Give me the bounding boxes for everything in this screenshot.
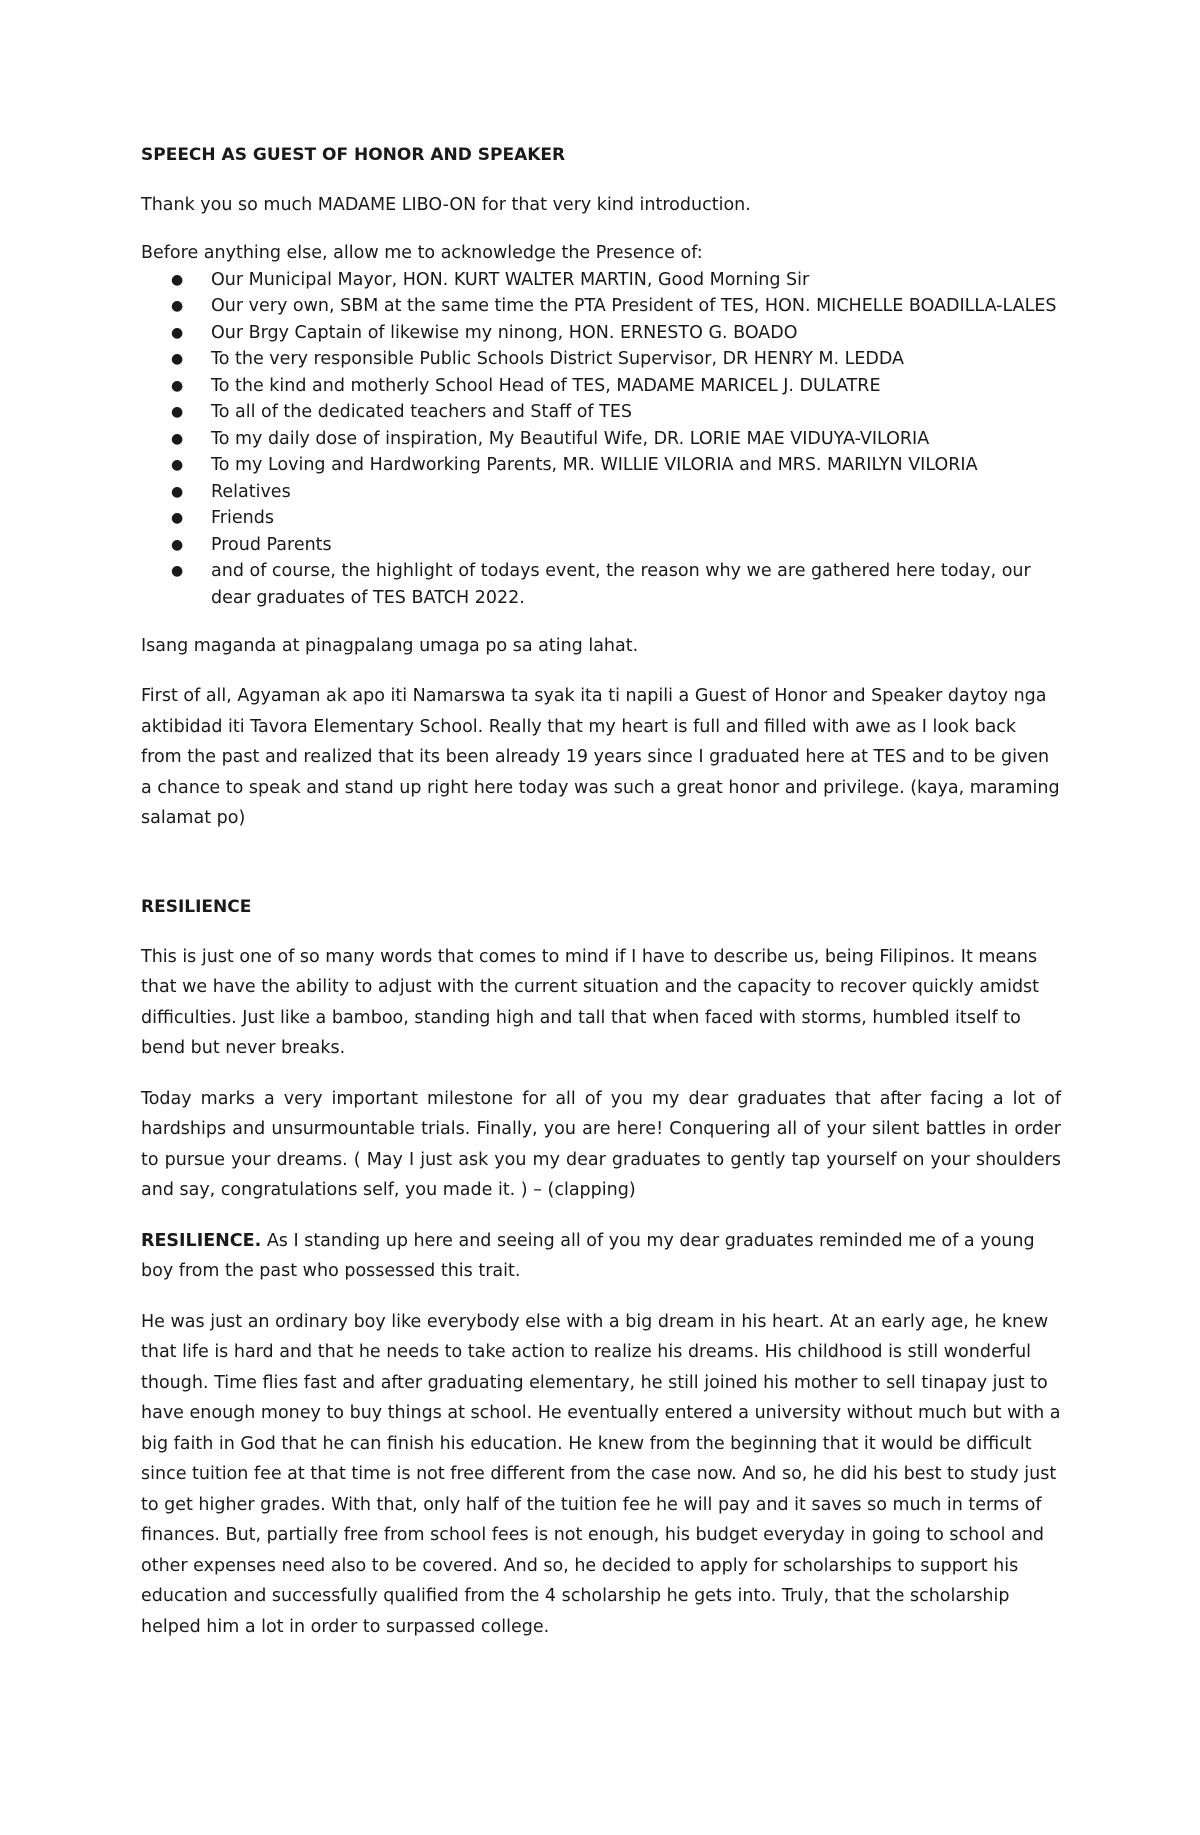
- list-item: ● To all of the dedicated teachers and Staff of TES: [141, 399, 1061, 426]
- bullet-icon: ●: [171, 298, 184, 314]
- section-heading-resilience: RESILIENCE: [141, 896, 252, 917]
- list-item: ● To my Loving and Hardworking Parents, MR. WILLIE VILORIA and MRS. MARILYN VILORIA: [141, 452, 1061, 479]
- bullet-icon: ●: [171, 430, 184, 447]
- list-item: ● Our Brgy Captain of likewise my ninong, HON. ERNESTO G. BOADO: [141, 320, 1061, 347]
- bullet-icon: ●: [171, 563, 184, 579]
- greeting-line: Isang maganda at pinagpalang umaga po sa ating lahat.: [141, 636, 639, 656]
- bullet-icon: ●: [171, 510, 184, 526]
- inline-heading-resilience: RESILIENCE.: [141, 1230, 262, 1251]
- list-item: ● To the very responsible Public Schools District Supervisor, DR HENRY M. LEDDA: [141, 346, 1061, 373]
- resilience-paragraph-3-text: As I standing up here and seeing all of you my dear graduates reminded me of a young boy from the past who possessed this trait.: [141, 1230, 1035, 1281]
- bullet-icon: ●: [171, 351, 184, 367]
- list-item: ● To my daily dose of inspiration, My Beautiful Wife, DR. LORIE MAE VIDUYA-VILORIA: [141, 426, 1061, 453]
- list-item: ● and of course, the highlight of todays event, the reason why we are gathered here today, our dear graduates of TES BATCH 2022.: [141, 558, 1061, 611]
- story-paragraph: He was just an ordinary boy like everybody else with a big dream in his heart. At an early age, he knew that life is hard and that he needs to take action to realize his dreams. His childhood is still wonderful though. Time flies fast and after graduating elementary, he still joined his mother to sell tinapay just to have enough money to buy things at school. He eventually entered a university without much but with a big faith in God that he can finish his education. He knew from the beginning that it would be difficult since tuition fee at that time is not free different from the case now. And so, he did his best to study just to get higher grades. With that, only half of the tuition fee he will pay and it saves so much in terms of finances. But, partially free from school fees is not enough, his budget everyday in going to school and other expenses need also to be covered. And so, he decided to apply for scholarships to support his education and successfully qualified from the 4 scholarship he gets into. Truly, that the scholarship helped him a lot in order to surpassed college.: [141, 1311, 1061, 1637]
- list-item: ● To the kind and motherly School Head of TES, MADAME MARICEL J. DULATRE: [141, 373, 1061, 400]
- bullet-icon: ●: [171, 377, 184, 394]
- bullet-icon: ●: [171, 271, 184, 288]
- acknowledgement-list: [141, 267, 1061, 612]
- list-item: ● Our very own, SBM at the same time the PTA President of TES, HON. MICHELLE BOADILLA-LALES: [141, 293, 1061, 320]
- bullet-icon: ●: [171, 483, 184, 500]
- bullet-icon: ●: [171, 536, 184, 553]
- list-item: ● Proud Parents: [141, 532, 1061, 559]
- first-paragraph: First of all, Agyaman ak apo iti Namarswa ta syak ita ti napili a Guest of Honor and Speaker daytoy nga aktibidad iti Tavora Elementary School. Really that my heart is full and filled with awe as I look back from the past and realized that its been already 19 years since I graduated here at TES and to be given a chance to speak and stand up right here today was such a great honor and privilege. (kaya, maraming salamat po): [141, 686, 1060, 828]
- bullet-icon: ●: [171, 404, 184, 420]
- bullet-icon: ●: [171, 457, 184, 473]
- list-item: ● Relatives: [141, 479, 1061, 506]
- bullet-icon: ●: [171, 324, 184, 341]
- acknowledge-intro: Before anything else, allow me to acknowledge the Presence of:: [141, 243, 703, 263]
- list-item: ● Our Municipal Mayor, HON. KURT WALTER MARTIN, Good Morning Sir: [141, 267, 1061, 294]
- resilience-paragraph-2: Today marks a very important milestone for all of you my dear graduates that after facing a lot of hardships and unsurmountable trials. Finally, you are here! Conquering all of your silent battles in order to pursue your dreams. ( May I just ask you my dear graduates to gently tap yourself on your shoulders and say, congratulations self, you made it. ) – (clapping): [141, 1088, 1061, 1200]
- document-body: [141, 140, 1061, 1642]
- list-item: ● Friends: [141, 505, 1061, 532]
- intro-line: Thank you so much MADAME LIBO-ON for that very kind introduction.: [141, 195, 751, 215]
- speech-title: SPEECH AS GUEST OF HONOR AND SPEAKER: [141, 145, 566, 165]
- resilience-paragraph-1: This is just one of so many words that comes to mind if I have to describe us, being Filipinos. It means that we have the ability to adjust with the current situation and the capacity to recover quickly amidst difficulties. Just like a bamboo, standing high and tall that when faced with storms, humbled itself to bend but never breaks.: [141, 946, 1040, 1058]
- resilience-paragraph-3: [141, 1226, 1061, 1287]
